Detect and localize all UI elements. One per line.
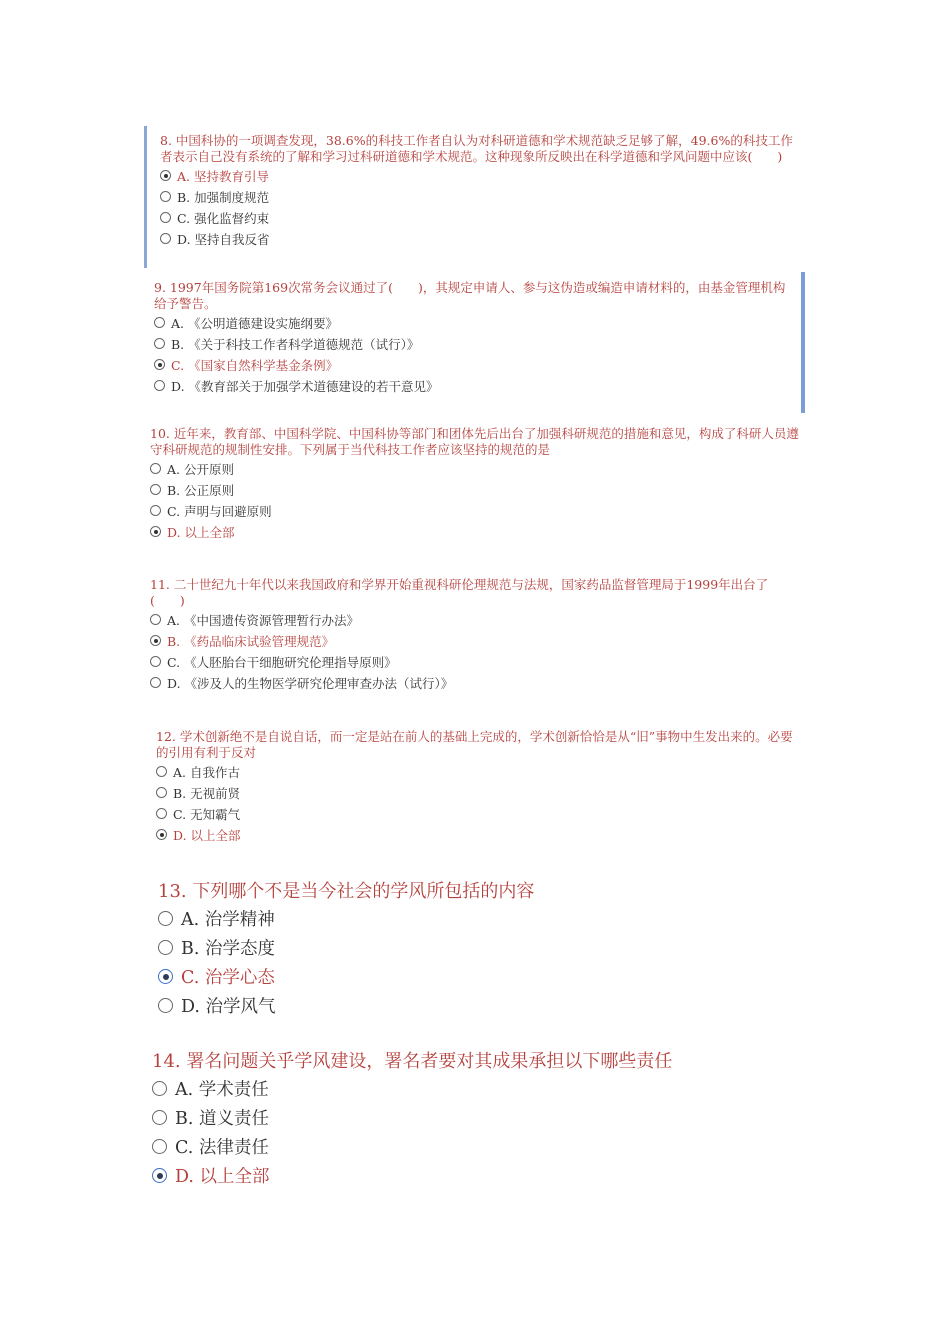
option-label: A. 治学精神 (181, 910, 275, 930)
question-13 (158, 880, 798, 1020)
radio-checked-icon[interactable] (150, 635, 161, 646)
question-stem: 11. 二十世纪九十年代以来我国政府和学界开始重视科研伦理规范与法规，国家药品监督管理局于1999年出台了( ) (150, 577, 769, 608)
option-label: A. 公开原则 (167, 461, 234, 477)
radio-unchecked-icon[interactable] (156, 787, 167, 798)
option-label: A. 学术责任 (175, 1080, 269, 1100)
radio-unchecked-icon[interactable] (160, 212, 171, 223)
option-a[interactable] (156, 761, 800, 782)
option-d[interactable] (154, 375, 794, 396)
option-label: D. 以上全部 (173, 827, 241, 843)
question-9-right-bar (801, 272, 805, 413)
question-stem: 13. 下列哪个不是当今社会的学风所包括的内容 (158, 881, 535, 902)
option-label: C. 《人胚胎台干细胞研究伦理指导原则》 (167, 654, 397, 670)
option-label: C. 治学心态 (181, 968, 275, 988)
option-a[interactable] (158, 904, 798, 933)
option-label: C. 《国家自然科学基金条例》 (171, 357, 339, 373)
option-label: C. 强化监督约束 (177, 210, 270, 226)
question-14 (152, 1050, 792, 1190)
radio-checked-icon[interactable] (158, 969, 173, 984)
option-label: B. 《药品临床试验管理规范》 (167, 633, 335, 649)
option-label: D. 治学风气 (181, 997, 276, 1017)
question-stem: 14. 署名问题关乎学风建设，署名者要对其成果承担以下哪些责任 (152, 1051, 673, 1072)
option-label: D. 以上全部 (167, 524, 235, 540)
question-8 (160, 133, 800, 249)
radio-unchecked-icon[interactable] (154, 338, 165, 349)
question-stem: 9. 1997年国务院第169次常务会议通过了( )，其规定申请人、参与这伪造或编造申请材料的，由基金管理机构给予警告。 (154, 280, 786, 311)
option-label: B. 《关于科技工作者科学道德规范（试行）》 (171, 336, 420, 352)
radio-checked-icon[interactable] (154, 359, 165, 370)
option-label: B. 公正原则 (167, 482, 235, 498)
option-b[interactable] (152, 1103, 792, 1132)
question-11 (150, 577, 800, 693)
radio-unchecked-icon[interactable] (150, 614, 161, 625)
radio-unchecked-icon[interactable] (160, 191, 171, 202)
question-9 (154, 280, 794, 396)
option-a[interactable] (160, 165, 800, 186)
option-b[interactable] (160, 186, 800, 207)
option-label: A. 《中国遗传资源管理暂行办法》 (167, 612, 359, 628)
option-label: D. 以上全部 (175, 1167, 270, 1187)
radio-unchecked-icon[interactable] (156, 766, 167, 777)
radio-unchecked-icon[interactable] (150, 463, 161, 474)
option-a[interactable] (154, 312, 794, 333)
option-label: B. 治学态度 (181, 939, 275, 959)
radio-unchecked-icon[interactable] (158, 940, 173, 955)
option-c[interactable] (150, 651, 800, 672)
radio-unchecked-icon[interactable] (160, 233, 171, 244)
radio-unchecked-icon[interactable] (152, 1110, 167, 1125)
option-c[interactable] (156, 803, 800, 824)
radio-unchecked-icon[interactable] (158, 998, 173, 1013)
option-c[interactable] (150, 500, 800, 521)
option-label: C. 无知霸气 (173, 806, 241, 822)
option-c[interactable] (160, 207, 800, 228)
option-b[interactable] (158, 933, 798, 962)
question-stem: 10. 近年来，教育部、中国科学院、中国科协等部门和团体先后出台了加强科研规范的措施和意见，构成了科研人员遵守科研规范的规制性安排。下列属于当代科技工作者应该坚持的规范的是 (150, 426, 799, 457)
option-d[interactable] (156, 824, 800, 845)
option-label: B. 道义责任 (175, 1109, 269, 1129)
radio-unchecked-icon[interactable] (152, 1081, 167, 1096)
option-label: A. 《公明道德建设实施纲要》 (171, 315, 338, 331)
option-b[interactable] (154, 333, 794, 354)
option-d[interactable] (150, 672, 800, 693)
option-label: C. 法律责任 (175, 1138, 269, 1158)
option-c[interactable] (154, 354, 794, 375)
option-a[interactable] (150, 609, 800, 630)
option-a[interactable] (150, 458, 800, 479)
option-b[interactable] (150, 630, 800, 651)
radio-unchecked-icon[interactable] (152, 1139, 167, 1154)
option-label: A. 自我作古 (173, 764, 240, 780)
option-a[interactable] (152, 1074, 792, 1103)
radio-unchecked-icon[interactable] (150, 656, 161, 667)
option-d[interactable] (150, 521, 800, 542)
radio-checked-icon[interactable] (160, 170, 171, 181)
question-10 (150, 426, 800, 542)
option-b[interactable] (150, 479, 800, 500)
option-label: B. 无视前贤 (173, 785, 241, 801)
option-b[interactable] (156, 782, 800, 803)
question-stem: 8. 中国科协的一项调查发现，38.6%的科技工作者自认为对科研道德和学术规范缺乏足够了解，49.6%的科技工作者表示自己没有系统的了解和学习过科研道德和学术规范。这种现象所反映出在科学道德和学风问题中应该( ) (160, 133, 793, 164)
option-label: A. 坚持教育引导 (177, 168, 269, 184)
option-label: D. 《教育部关于加强学术道德建设的若干意见》 (171, 378, 439, 394)
radio-unchecked-icon[interactable] (150, 484, 161, 495)
radio-unchecked-icon[interactable] (150, 677, 161, 688)
option-label: D. 《涉及人的生物医学研究伦理审查办法（试行）》 (167, 675, 454, 691)
option-d[interactable] (152, 1161, 792, 1190)
option-d[interactable] (160, 228, 800, 249)
question-8-left-bar (144, 126, 147, 268)
radio-unchecked-icon[interactable] (150, 505, 161, 516)
radio-checked-icon[interactable] (152, 1168, 167, 1183)
question-12 (156, 729, 800, 845)
radio-checked-icon[interactable] (156, 829, 167, 840)
option-d[interactable] (158, 991, 798, 1020)
question-stem: 12. 学术创新绝不是自说自话，而一定是站在前人的基础上完成的，学术创新恰恰是从“旧”事物中生发出来的。必要的引用有利于反对 (156, 729, 793, 760)
radio-checked-icon[interactable] (150, 526, 161, 537)
radio-unchecked-icon[interactable] (158, 911, 173, 926)
option-c[interactable] (152, 1132, 792, 1161)
option-c[interactable] (158, 962, 798, 991)
option-label: B. 加强制度规范 (177, 189, 270, 205)
radio-unchecked-icon[interactable] (156, 808, 167, 819)
option-label: D. 坚持自我反省 (177, 231, 270, 247)
option-label: C. 声明与回避原则 (167, 503, 272, 519)
radio-unchecked-icon[interactable] (154, 380, 165, 391)
radio-unchecked-icon[interactable] (154, 317, 165, 328)
